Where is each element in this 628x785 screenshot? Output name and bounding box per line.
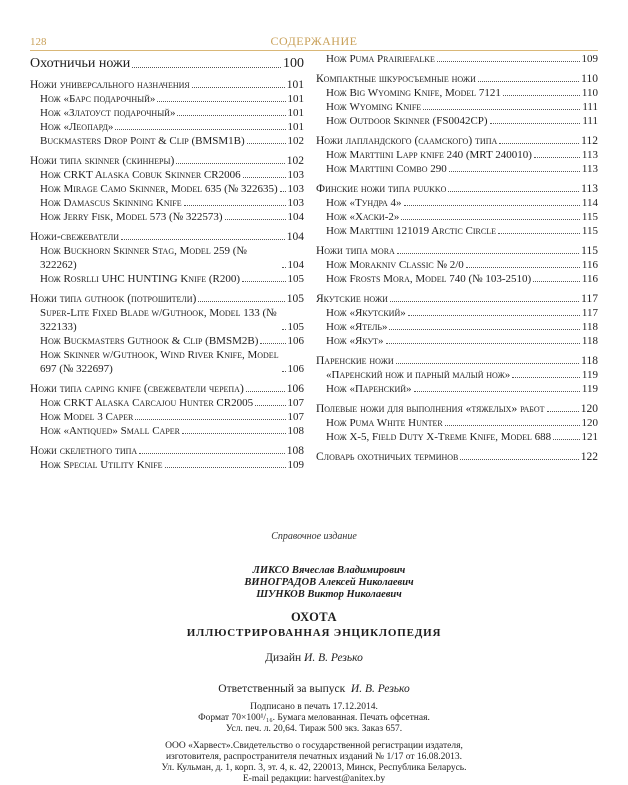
- toc-entry-title: Нож «Antiqued» Small Caper: [40, 425, 180, 437]
- publisher-line: Ул. Кульман, д. 1, корп. 3, эт. 4, к. 42, 220013, Минск, Республика Беларусь.: [161, 763, 467, 773]
- toc-entry-page: 103: [287, 197, 304, 209]
- toc-leader-dots: [386, 343, 580, 344]
- toc-leader-dots: [445, 425, 580, 426]
- toc-entry: [316, 100, 598, 114]
- toc-entry-title: Словарь охотничьих терминов: [316, 451, 459, 463]
- toc-entry: [30, 396, 304, 410]
- toc-entry-title: Ножи лапландского (саамского) типа: [316, 135, 498, 147]
- toc-entry-page: 120: [580, 403, 598, 415]
- toc-left-column: [30, 52, 304, 472]
- toc-leader-dots: [157, 101, 285, 102]
- toc-entry-page: 114: [581, 197, 598, 209]
- toc-leader-dots: [408, 315, 580, 316]
- toc-entry-page: 103: [287, 169, 304, 181]
- toc-entry-page: 109: [581, 53, 598, 65]
- toc-entry-title: Нож «Ятель»: [326, 321, 388, 333]
- toc-leader-dots: [423, 109, 580, 110]
- toc-entry-title: Ножи типа caping knife (свежеватели черепа): [30, 383, 244, 395]
- toc-leader-dots: [242, 281, 286, 282]
- toc-entry-page: 105: [287, 273, 304, 285]
- toc-leader-dots: [135, 419, 285, 420]
- toc-leader-dots: [401, 219, 580, 220]
- toc-entry: [316, 272, 598, 286]
- page-title: СОДЕРЖАНИЕ: [270, 34, 358, 48]
- design-label: Дизайн: [265, 652, 302, 664]
- toc-entry: [316, 320, 598, 334]
- toc-leader-dots: [132, 67, 281, 68]
- toc-entry-title: Нож Marttiini Lapp knife 240 (MRT 240010): [326, 149, 532, 161]
- toc-entry-title: Нож CRKT Alaska Cobuk Skinner CR2006: [40, 169, 241, 181]
- publisher-line: изготовителя, распространителя печатных изданий № 1/17 от 16.08.2013.: [165, 752, 463, 762]
- toc-entry-page: 101: [287, 121, 304, 133]
- toc-entry: [316, 114, 598, 128]
- toc-entry-page: 113: [581, 163, 598, 175]
- toc-entry-title: Нож Marttiini 121019 Arctic Circle: [326, 225, 496, 237]
- toc-entry: [316, 354, 598, 368]
- toc-entry: [30, 306, 304, 334]
- toc-leader-dots: [533, 281, 580, 282]
- toc-leader-dots: [247, 143, 286, 144]
- toc-entry-page: 107: [287, 411, 304, 423]
- publisher-line: ООО «Харвест».Свидетельство о государственной регистрации издателя,: [165, 741, 463, 751]
- toc-entry: [30, 410, 304, 424]
- toc-entry: [30, 444, 304, 458]
- book-title: ОХОТА: [290, 610, 338, 624]
- toc-entry: [30, 230, 304, 244]
- toc-entry: [316, 430, 598, 444]
- toc-leader-dots: [503, 95, 580, 96]
- toc-entry-page: 100: [283, 56, 304, 71]
- toc-entry-page: 119: [581, 383, 598, 395]
- toc-entry-title: Нож «Леопард»: [40, 121, 114, 133]
- toc-entry-title: Нож «Барс подарочный»: [40, 93, 156, 105]
- toc-entry-page: 104: [286, 231, 304, 243]
- toc-entry-page: 112: [581, 135, 598, 147]
- toc-entry: [30, 424, 304, 438]
- toc-entry-title: Финские ножи типа puukko: [316, 183, 447, 195]
- toc-entry-page: 104: [287, 211, 304, 223]
- toc-entry-page: 118: [581, 355, 598, 367]
- toc-entry: [30, 120, 304, 134]
- toc-entry-title: Якутские ножи: [316, 293, 388, 305]
- toc-leader-dots: [260, 343, 285, 344]
- toc-leader-dots: [460, 459, 578, 460]
- toc-leader-dots: [390, 301, 579, 302]
- toc-entry: [30, 154, 304, 168]
- toc-entry: [30, 382, 304, 396]
- toc-entry-page: 116: [581, 273, 598, 285]
- toc-entry: [30, 244, 304, 272]
- toc-leader-dots: [396, 363, 579, 364]
- toc-entry-title: Нож Marttiini Combo 290: [326, 163, 447, 175]
- toc-entry: [30, 334, 304, 348]
- toc-entry-page: 102: [286, 155, 304, 167]
- toc-entry-title: Нож «Тундра 4»: [326, 197, 402, 209]
- toc-entry-title: Паренские ножи: [316, 355, 394, 367]
- toc-leader-dots: [139, 453, 285, 454]
- print-detail-line: Усл. печ. л. 20,64. Тираж 500 экз. Заказ 657.: [225, 724, 403, 734]
- toc-entry-title: Компактные шкуросъемные ножи: [316, 73, 476, 85]
- toc-entry-title: Охотничьи ножи: [30, 56, 131, 71]
- designer-name: И. В. Резько: [304, 652, 363, 664]
- toc-entry: [30, 458, 304, 472]
- toc-entry-title: Нож Frosts Mora, Model 740 (№ 103-2510): [326, 273, 532, 285]
- toc-entry-title: Нож «Якут»: [326, 335, 384, 347]
- toc-leader-dots: [389, 329, 579, 330]
- toc-entry-title: Нож Special Utility Knife: [40, 459, 163, 471]
- toc-entry-title: Нож Wyoming Knife: [326, 101, 422, 113]
- toc-entry: [316, 52, 598, 66]
- toc-entry: [316, 258, 598, 272]
- toc-leader-dots: [165, 467, 286, 468]
- toc-entry-page: 122: [580, 451, 598, 463]
- toc-entry: [316, 402, 598, 416]
- publisher-line: E-mail редакции: harvest@anitex.by: [242, 774, 386, 784]
- toc-entry-title: Нож Puma Prairiefalke: [326, 53, 435, 65]
- toc-entry-title: Ножи скелетного типа: [30, 445, 138, 457]
- toc-entry-page: 118: [581, 321, 598, 333]
- toc-leader-dots: [397, 253, 579, 254]
- toc-entry-title: Полевые ножи для выполнения «тяжелых» работ: [316, 403, 545, 415]
- toc-right-column: [316, 52, 598, 464]
- toc-leader-dots: [115, 129, 285, 130]
- author-name: ЛИКСО Вячеслав Владимирович: [252, 565, 406, 576]
- toc-leader-dots: [121, 239, 285, 240]
- toc-entry: [30, 272, 304, 286]
- toc-entry-page: 106: [286, 383, 304, 395]
- toc-leader-dots: [490, 123, 581, 124]
- toc-leader-dots: [198, 301, 284, 302]
- page-number: 128: [30, 36, 47, 48]
- toc-entry: [316, 334, 598, 348]
- toc-entry-page: 101: [287, 93, 304, 105]
- toc-entry-title: Нож CRKT Alaska Carcajou Hunter CR2005: [40, 397, 254, 409]
- toc-entry: [30, 210, 304, 224]
- toc-entry-page: 110: [581, 87, 598, 99]
- toc-leader-dots: [282, 371, 286, 372]
- toc-entry-title: «Паренский нож и парный малый нож»: [326, 369, 511, 381]
- toc-leader-dots: [553, 439, 579, 440]
- author-name: ВИНОГРАДОВ Алексей Николаевич: [244, 577, 414, 588]
- toc-entry-page: 111: [582, 115, 598, 127]
- toc-entry: [30, 92, 304, 106]
- toc-entry: [316, 382, 598, 396]
- toc-entry-page: 115: [581, 245, 598, 257]
- toc-entry-title: Нож Buckmasters Guthook & Clip (BMSM2B): [40, 335, 259, 347]
- toc-entry-title: Нож «Паренский»: [326, 383, 412, 395]
- toc-leader-dots: [192, 87, 285, 88]
- responsible-credit: [0, 683, 628, 695]
- toc-entry-title: Buckmasters Drop Point & Clip (BMSM1B): [40, 135, 245, 147]
- toc-entry-page: 101: [287, 107, 304, 119]
- toc-leader-dots: [280, 191, 286, 192]
- toc-leader-dots: [182, 433, 286, 434]
- toc-entry-title: Нож Puma White Hunter: [326, 417, 443, 429]
- toc-leader-dots: [498, 233, 580, 234]
- toc-leader-dots: [466, 267, 580, 268]
- toc-leader-dots: [547, 411, 579, 412]
- toc-leader-dots: [512, 377, 580, 378]
- toc-entry: [316, 450, 598, 464]
- toc-entry: [316, 244, 598, 258]
- toc-leader-dots: [184, 205, 286, 206]
- toc-entry: [316, 196, 598, 210]
- toc-entry-page: 101: [286, 79, 304, 91]
- toc-entry: [30, 55, 304, 72]
- toc-entry-page: 109: [287, 459, 304, 471]
- toc-entry-page: 117: [581, 293, 598, 305]
- toc-leader-dots: [449, 171, 580, 172]
- author-name: ШУНКОВ Виктор Николаевич: [256, 589, 402, 600]
- toc-entry-page: 102: [287, 135, 304, 147]
- toc-entry-page: 108: [287, 425, 304, 437]
- responsible-label: Ответственный за выпуск: [218, 683, 346, 695]
- toc-leader-dots: [478, 81, 579, 82]
- toc-entry-title: Нож Skinner w/Guthook, Wind River Knife, Model 697 (№ 322697): [40, 349, 279, 375]
- toc-entry-title: Нож «Златоуст подарочный»: [40, 107, 176, 119]
- toc-entry: [30, 168, 304, 182]
- toc-entry: [316, 368, 598, 382]
- toc-entry-title: Ножи типа skinner (скиннеры): [30, 155, 175, 167]
- toc-entry: [316, 148, 598, 162]
- toc-entry-title: Нож Morakniv Classic № 2/0: [326, 259, 464, 271]
- toc-leader-dots: [282, 267, 286, 268]
- book-subtitle: ИЛЛЮСТРИРОВАННАЯ ЭНЦИКЛОПЕДИЯ: [186, 627, 442, 639]
- authors-list: [0, 565, 628, 601]
- toc-entry-page: 106: [287, 335, 304, 347]
- toc-entry: [30, 182, 304, 196]
- toc-entry: [316, 86, 598, 100]
- toc-entry-page: 104: [287, 259, 304, 271]
- toc-leader-dots: [255, 405, 285, 406]
- toc-entry-page: 121: [581, 431, 598, 443]
- toc-entry-title: Нож Outdoor Skinner (FS0042CP): [326, 115, 488, 127]
- toc-entry-title: Ножи типа guthook (потрошители): [30, 293, 197, 305]
- toc-entry-page: 103: [287, 183, 304, 195]
- toc-entry-page: 106: [287, 363, 304, 375]
- toc-entry-title: Нож Mirage Camo Skinner, Model 635 (№ 322635): [40, 183, 278, 195]
- toc-entry-title: Super-Lite Fixed Blade w/Guthook, Model 133 (№ 322133): [40, 307, 277, 333]
- toc-entry-page: 108: [286, 445, 304, 457]
- toc-entry-page: 107: [287, 397, 304, 409]
- toc-entry-page: 118: [581, 335, 598, 347]
- edition-type-label: Справочное издание: [271, 531, 357, 542]
- toc-entry: [316, 182, 598, 196]
- toc-leader-dots: [246, 391, 285, 392]
- toc-entry-page: 115: [581, 211, 598, 223]
- toc-entry-title: Нож X-5, Field Duty X-Treme Knife, Model 688: [326, 431, 552, 443]
- toc-entry-title: Нож Rosrlli UHC HUNTING Knife (R200): [40, 273, 240, 285]
- toc-entry-page: 117: [581, 307, 598, 319]
- toc-entry-title: Нож «Хаски-2»: [326, 211, 400, 223]
- toc-entry: [316, 306, 598, 320]
- toc-entry: [316, 162, 598, 176]
- toc-entry-page: 111: [582, 101, 598, 113]
- header-divider: [30, 50, 598, 51]
- toc-entry-page: 116: [581, 259, 598, 271]
- toc-entry-title: Нож Big Wyoming Knife, Model 7121: [326, 87, 501, 99]
- toc-entry-title: Ножи-свежеватели: [30, 231, 120, 243]
- print-details: [0, 702, 628, 735]
- toc-leader-dots: [282, 329, 286, 330]
- toc-leader-dots: [404, 205, 580, 206]
- toc-leader-dots: [176, 163, 284, 164]
- toc-entry-title: Нож Buckhorn Skinner Stag, Model 259 (№ 322262): [40, 245, 247, 271]
- toc-entry-page: 113: [581, 183, 598, 195]
- toc-entry: [316, 292, 598, 306]
- toc-entry: [316, 210, 598, 224]
- publisher-details: [0, 741, 628, 785]
- print-detail-line: Формат 70×100¹/₁₆. Бумага мелованная. Печать офсетная.: [198, 713, 430, 723]
- toc-entry-page: 110: [581, 73, 598, 85]
- toc-entry-title: Нож «Якутский»: [326, 307, 406, 319]
- toc-entry: [30, 78, 304, 92]
- toc-entry: [316, 72, 598, 86]
- toc-entry: [316, 416, 598, 430]
- toc-leader-dots: [225, 219, 286, 220]
- toc-entry-page: 115: [581, 225, 598, 237]
- toc-entry-title: Ножи универсального назначения: [30, 79, 190, 91]
- toc-entry: [30, 348, 304, 376]
- design-credit: [0, 652, 628, 664]
- toc-entry-page: 113: [581, 149, 598, 161]
- toc-entry: [30, 196, 304, 210]
- toc-entry-title: Ножи типа mora: [316, 245, 395, 257]
- toc-entry-title: Нож Model 3 Caper: [40, 411, 134, 423]
- toc-entry-page: 119: [581, 369, 598, 381]
- toc-leader-dots: [177, 115, 285, 116]
- toc-entry: [30, 134, 304, 148]
- toc-entry-page: 120: [581, 417, 598, 429]
- toc-entry-page: 105: [287, 321, 304, 333]
- toc-leader-dots: [437, 61, 580, 62]
- print-detail-line: Подписано в печать 17.12.2014.: [250, 702, 378, 712]
- toc-entry: [316, 134, 598, 148]
- responsible-name: И. В. Резько: [350, 683, 410, 695]
- toc-leader-dots: [499, 143, 579, 144]
- toc-entry: [316, 224, 598, 238]
- toc-leader-dots: [243, 177, 286, 178]
- toc-leader-dots: [414, 391, 580, 392]
- toc-entry: [30, 292, 304, 306]
- toc-entry-title: Нож Damascus Skinning Knife: [40, 197, 182, 209]
- toc-entry: [30, 106, 304, 120]
- toc-entry-title: Нож Jerry Fisk, Model 573 (№ 322573): [40, 211, 223, 223]
- toc-entry-page: 105: [286, 293, 304, 305]
- toc-leader-dots: [534, 157, 580, 158]
- toc-leader-dots: [448, 191, 579, 192]
